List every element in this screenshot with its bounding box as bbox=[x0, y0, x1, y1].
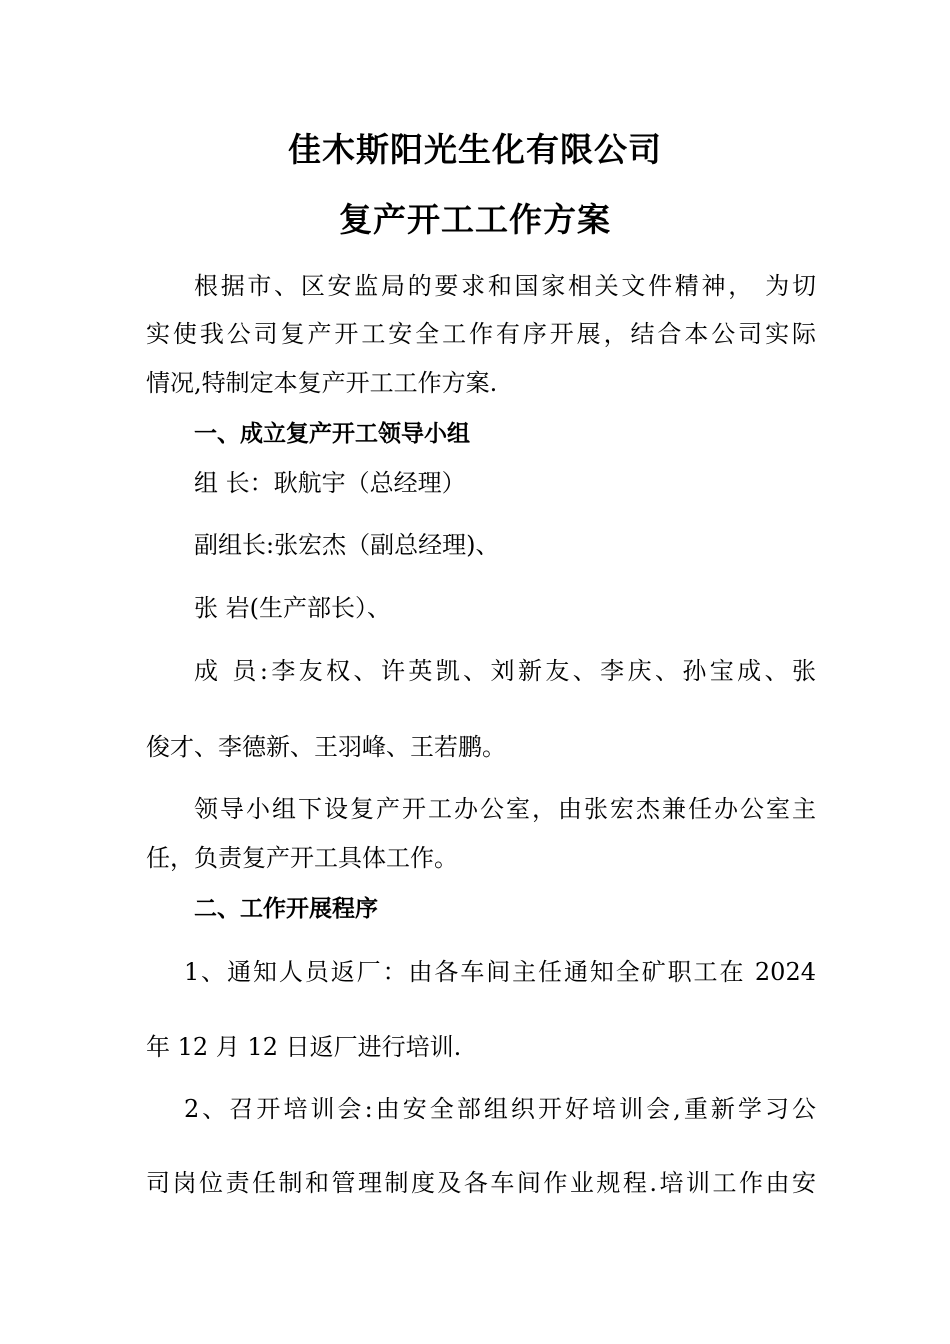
office-line-2: 任，负责复产开工具体工作。 bbox=[146, 844, 458, 872]
company-title: 佳木斯阳光生化有限公司 bbox=[288, 130, 662, 169]
section-2-heading: 二、工作开展程序 bbox=[194, 896, 378, 922]
group-members-line-2: 俊才、李德新、王羽峰、王若鹏。 bbox=[146, 733, 506, 761]
intro-line-1: 根据市、区安监局的要求和国家相关文件精神， 为切 bbox=[194, 272, 816, 300]
intro-line-2: 实使我公司复产开工安全工作有序开展，结合本公司实际 bbox=[146, 320, 816, 348]
section-1-heading: 一、成立复产开工领导小组 bbox=[194, 421, 470, 447]
procedure-2-line-2: 司岗位责任制和管理制度及各车间作业规程.培训工作由安 bbox=[146, 1169, 816, 1197]
intro-line-3: 情况,特制定本复产开工工作方案. bbox=[146, 369, 498, 397]
office-line-1: 领导小组下设复产开工办公室，由张宏杰兼任办公室主 bbox=[194, 795, 816, 823]
group-members-line-1: 成 员:李友权、许英凯、刘新友、李庆、孙宝成、张 bbox=[194, 657, 816, 685]
procedure-1-line-2: 年 12 月 12 日返厂进行培训. bbox=[146, 1033, 462, 1061]
procedure-2-line-1: 2、召开培训会:由安全部组织开好培训会,重新学习公 bbox=[184, 1095, 816, 1123]
procedure-1-line-1: 1、通知人员返厂：由各车间主任通知全矿职工在 2024 bbox=[184, 958, 816, 986]
document-title: 复产开工工作方案 bbox=[339, 200, 611, 239]
group-deputy: 副组长:张宏杰（副总经理)、 bbox=[194, 531, 500, 559]
group-leader: 组 长：耿航宇（总经理） bbox=[194, 469, 466, 497]
group-deputy-2: 张 岩(生产部长）、 bbox=[194, 594, 391, 622]
